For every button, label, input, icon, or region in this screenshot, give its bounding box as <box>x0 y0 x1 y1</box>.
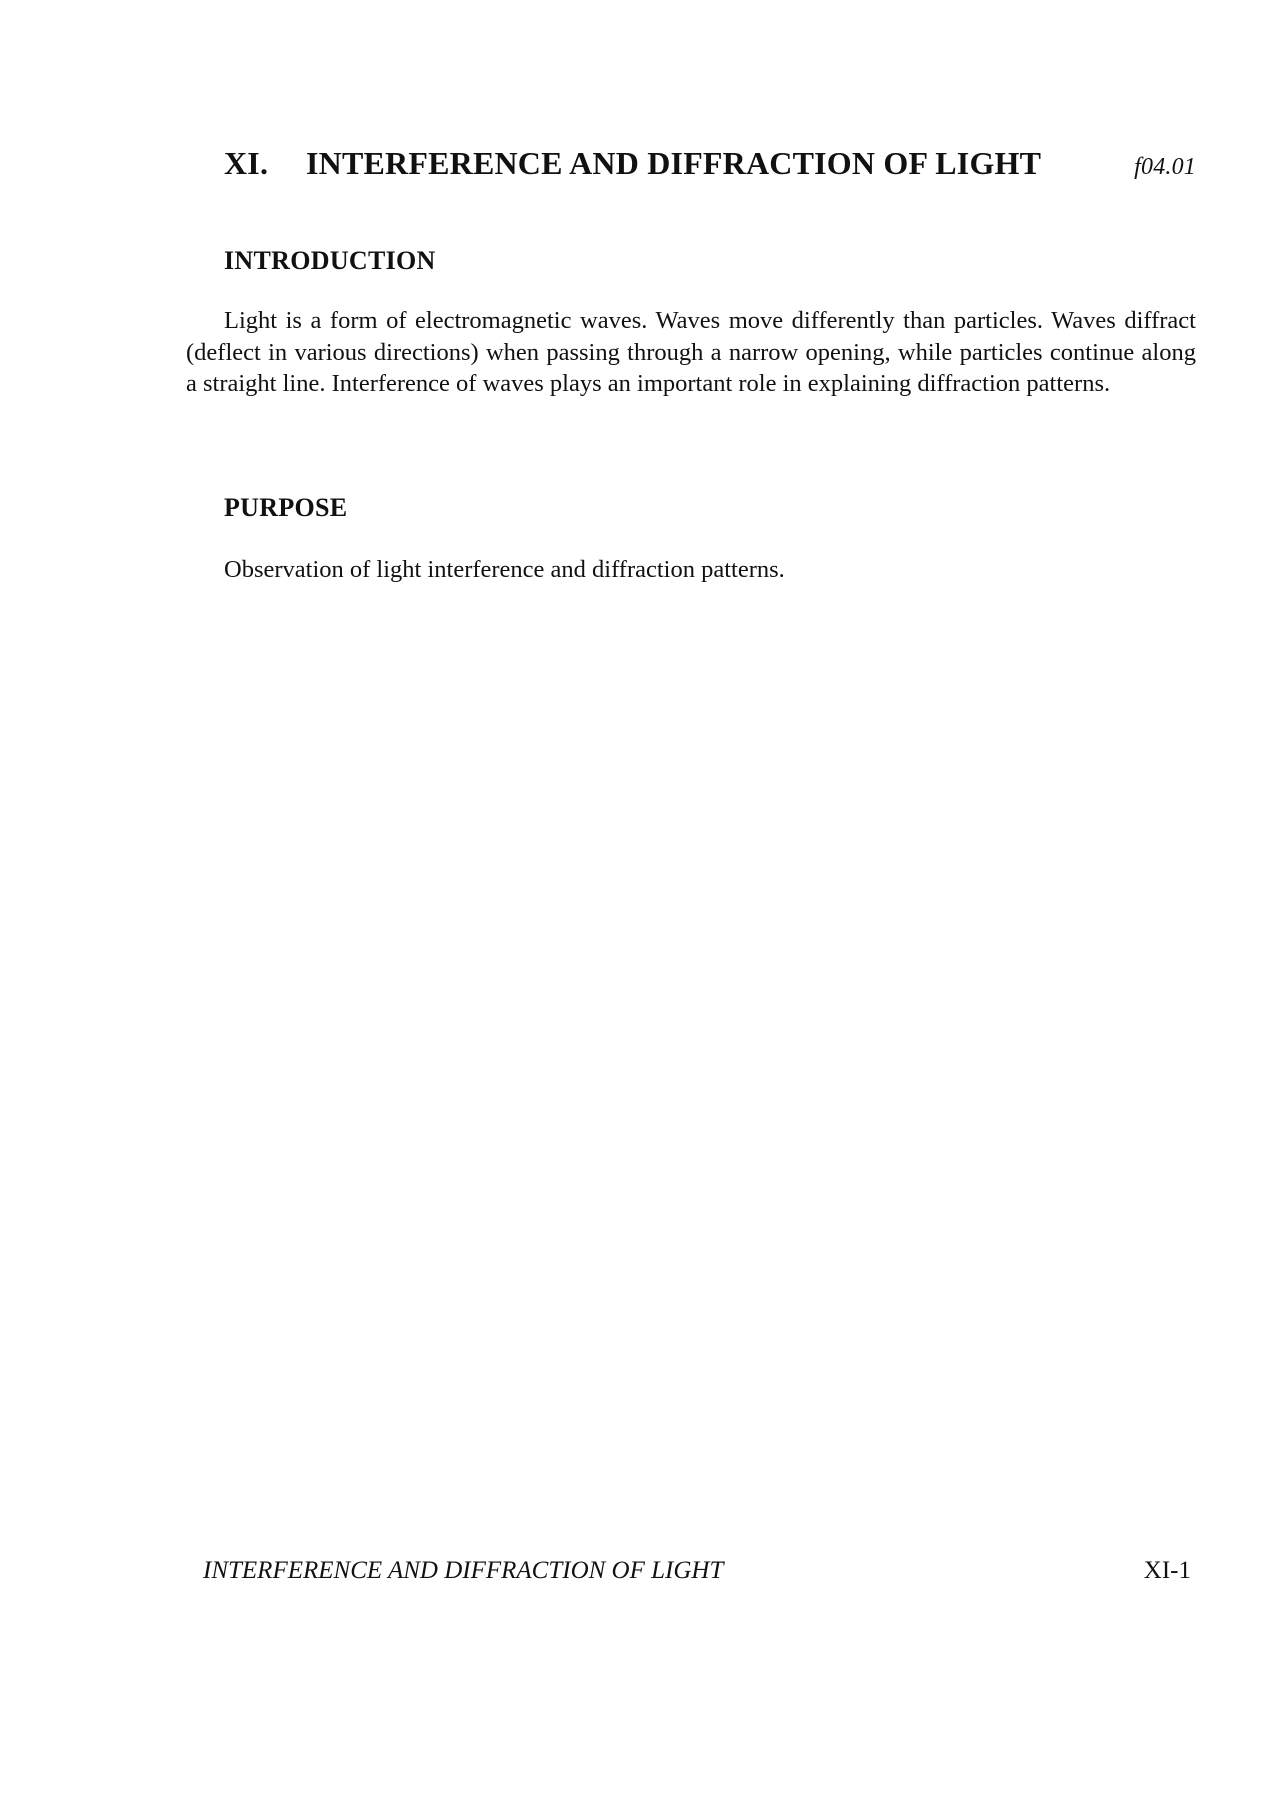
footer-title: INTERFERENCE AND DIFFRACTION OF LIGHT <box>203 1557 724 1584</box>
purpose-paragraph: Observation of light interference and diffraction patterns. <box>224 556 785 583</box>
chapter-number: XI. <box>224 145 269 181</box>
page-number: XI-1 <box>1143 1557 1191 1584</box>
section-heading-purpose: PURPOSE <box>224 493 348 522</box>
chapter-title: INTERFERENCE AND DIFFRACTION OF LIGHT <box>306 145 1042 181</box>
page-footer <box>203 1557 1191 1585</box>
section-heading-introduction: INTRODUCTION <box>224 246 436 275</box>
chapter-code: f04.01 <box>1134 154 1196 180</box>
introduction-paragraph: Light is a form of electromagnetic waves. Waves move differently than particles. Waves diffract (deflect in various directions) when passing through a narrow opening, while particles continue along a straight line. Interference of waves plays an important role in explaining diffraction patterns. <box>186 307 1196 397</box>
chapter-heading <box>224 145 1196 182</box>
